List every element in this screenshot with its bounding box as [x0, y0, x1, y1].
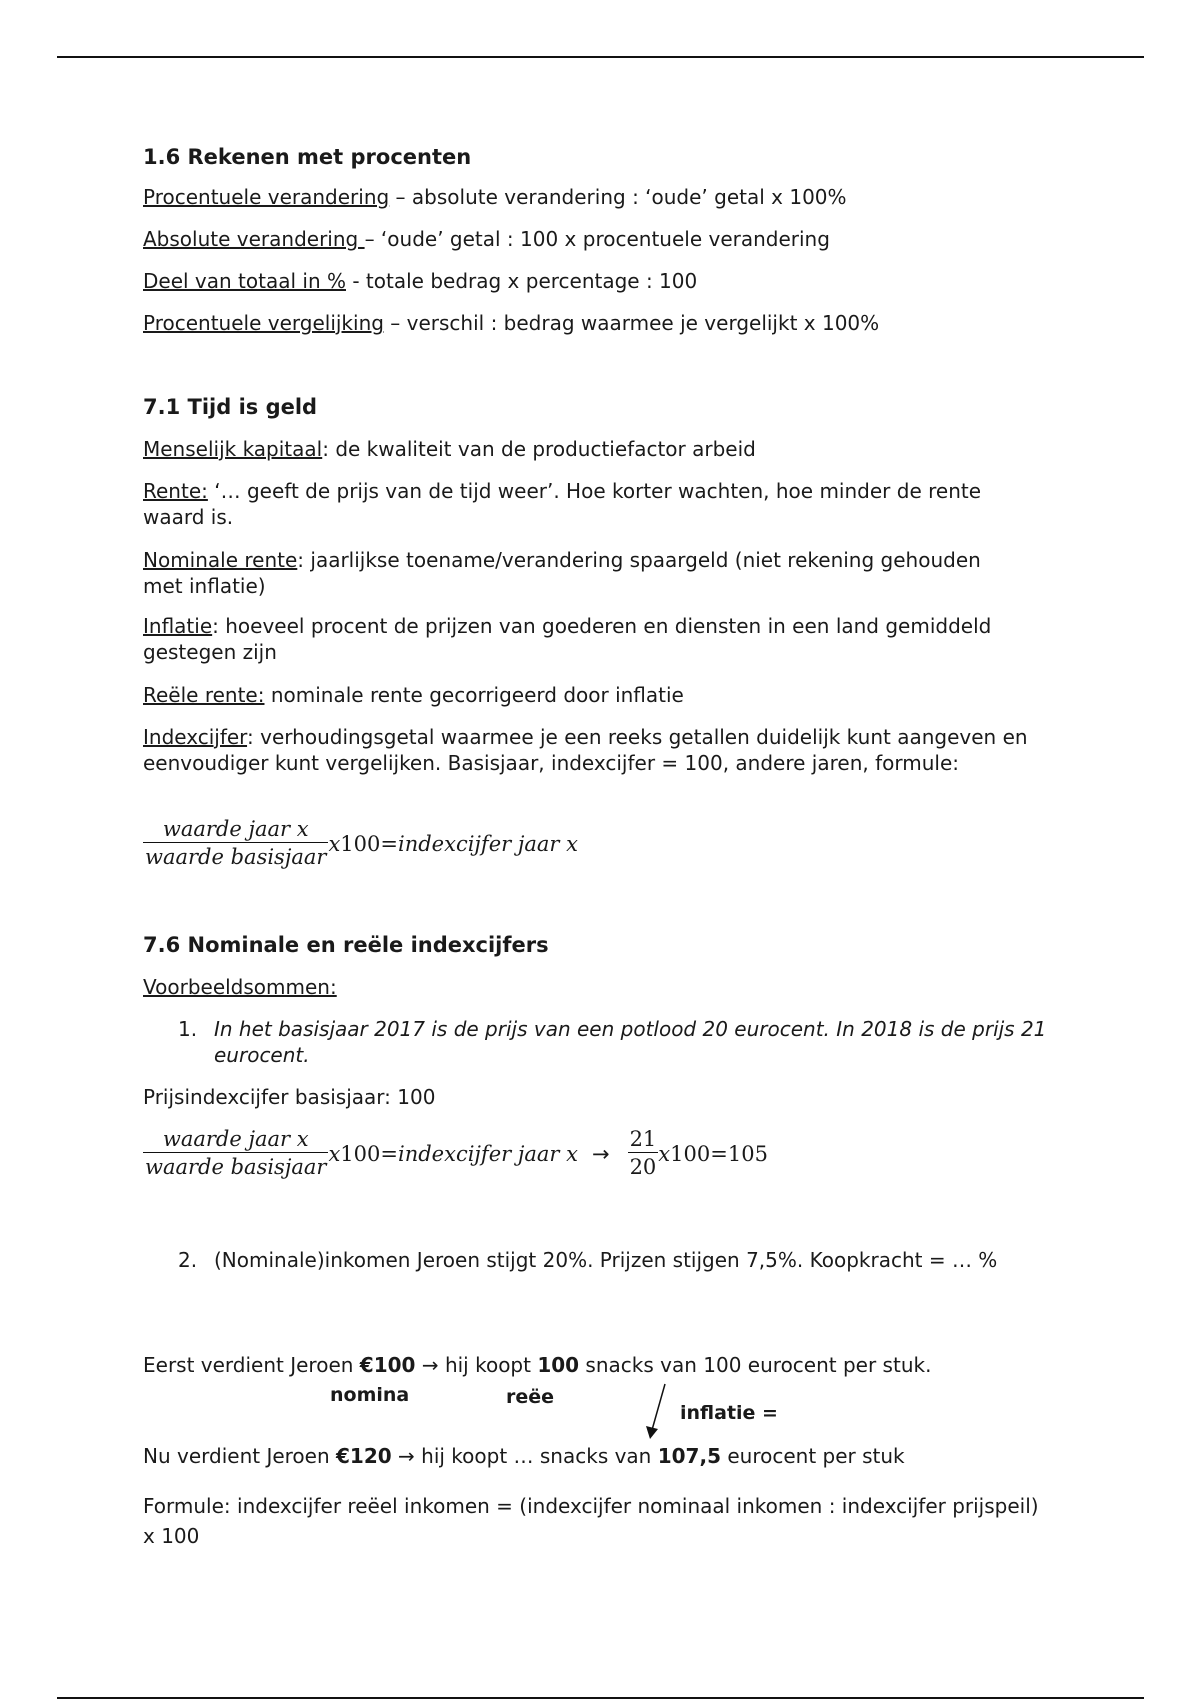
- prijsindexcijfer-basisjaar: Prijsindexcijfer basisjaar: 100: [143, 1085, 436, 1109]
- text-segment: → hij koopt … snacks van: [391, 1444, 658, 1468]
- definition-text: : jaarlijkse toename/verandering spaargeld (niet rekening gehouden met inflatie): [143, 548, 981, 598]
- fraction-numerator: waarde jaar x: [162, 1127, 309, 1151]
- amount-bold: €100: [359, 1353, 416, 1377]
- equals-sign: =: [380, 1141, 398, 1166]
- text-segment: Nu verdient Jeroen: [143, 1444, 336, 1468]
- fraction-denominator: waarde basisjaar: [143, 1152, 328, 1181]
- definition-procentuele-verandering: [143, 184, 847, 210]
- fraction: [143, 816, 328, 871]
- voorbeeldsommen-label: Voorbeeldsommen:: [143, 975, 337, 999]
- amount-bold: €120: [336, 1444, 392, 1468]
- fraction-21-20: [628, 1126, 659, 1181]
- fraction-denominator: 20: [628, 1152, 659, 1181]
- definition-menselijk-kapitaal: [143, 436, 756, 462]
- definition-text: – verschil : bedrag waarmee je vergelijkt x 100%: [383, 311, 880, 335]
- times-symbol: x: [658, 1141, 671, 1166]
- top-rule: [57, 56, 1144, 58]
- definition-rente: [143, 478, 1043, 530]
- definition-text: : hoeveel procent de prijzen van goederen en diensten in een land gemiddeld gestegen zijn: [143, 614, 992, 664]
- factor-100: 100: [670, 1141, 711, 1166]
- text-segment: → hij koopt: [415, 1353, 538, 1377]
- definition-text: : verhoudingsgetal waarmee je een reeks getallen duidelijk kunt aangeven en eenvoudiger kunt vergelijken. Basisjaar, indexcijfer = 100, andere jaren, formule:: [143, 725, 1028, 775]
- list-number: 2.: [178, 1248, 198, 1272]
- text-segment: eurocent per stuk: [720, 1444, 905, 1468]
- term: Rente:: [143, 479, 208, 503]
- indexcijfer-formula: [143, 816, 578, 871]
- fraction-denominator: waarde basisjaar: [143, 842, 328, 871]
- term: Reële rente:: [143, 683, 265, 707]
- term: Procentuele vergelijking: [143, 311, 384, 335]
- definition-deel-van-totaal: [143, 268, 697, 294]
- bottom-rule: [57, 1697, 1144, 1699]
- label-inflatie: inflatie =: [680, 1402, 778, 1424]
- definition-text: – absolute verandering : ‘oude’ getal x 100%: [389, 185, 847, 209]
- factor-100: 100: [340, 1141, 381, 1166]
- term: Menselijk kapitaal: [143, 437, 323, 461]
- fraction: [143, 1126, 328, 1181]
- list-item-text: In het basisjaar 2017 is de prijs van een potlood 20 eurocent. In 2018 is de prijs 21 eurocent.: [214, 1017, 1047, 1067]
- definition-text: ‘… geeft de prijs van de tijd weer’. Hoe korter wachten, hoe minder de rente waard is.: [143, 479, 982, 529]
- label-nomina: nomina: [330, 1384, 410, 1406]
- quantity-bold: 100: [537, 1353, 580, 1377]
- definition-reele-rente: [143, 682, 684, 708]
- down-arrow-icon: [643, 1382, 671, 1444]
- heading-1-6: 1.6 Rekenen met procenten: [143, 145, 472, 169]
- equals-sign: =: [710, 1141, 728, 1166]
- example-formula: [143, 1126, 768, 1181]
- definition-text: : de kwaliteit van de productiefactor arbeid: [322, 437, 756, 461]
- definition-indexcijfer: [143, 724, 1048, 776]
- term: Procentuele verandering: [143, 185, 390, 209]
- definition-text: nominale rente gecorrigeerd door inflatie: [264, 683, 684, 707]
- definition-absolute-verandering: [143, 226, 830, 252]
- example-line-eerst: [143, 1352, 931, 1378]
- definition-text: - totale bedrag x percentage : 100: [346, 269, 698, 293]
- label-reee: reëe: [506, 1386, 555, 1408]
- term: Absolute verandering: [143, 227, 365, 251]
- formula-result: indexcijfer jaar x: [397, 1141, 578, 1166]
- example-result: 105: [727, 1141, 768, 1166]
- term: Deel van totaal in %: [143, 269, 346, 293]
- example-line-nu: [143, 1443, 905, 1469]
- list-item-text: (Nominale)inkomen Jeroen stijgt 20%. Prijzen stijgen 7,5%. Koopkracht = … %: [214, 1248, 998, 1272]
- definition-nominale-rente: [143, 547, 1003, 599]
- list-number: 1.: [178, 1017, 198, 1041]
- heading-7-1: 7.1 Tijd is geld: [143, 395, 318, 419]
- definition-text: – ‘oude’ getal : 100 x procentuele verandering: [364, 227, 830, 251]
- formula-reeel-inkomen: Formule: indexcijfer reëel inkomen = (indexcijfer nominaal inkomen : indexcijfer prijspeil) x 100: [143, 1494, 1039, 1548]
- term: Nominale rente: [143, 548, 298, 572]
- term: Indexcijfer: [143, 725, 248, 749]
- fraction-numerator: waarde jaar x: [162, 817, 309, 841]
- arrow-right-icon: →: [591, 1141, 610, 1166]
- text-segment: snacks van 100 eurocent per stuk.: [579, 1353, 932, 1377]
- times-symbol: x: [328, 831, 341, 856]
- price-bold: 107,5: [657, 1444, 721, 1468]
- equals-sign: =: [380, 831, 398, 856]
- factor-100: 100: [340, 831, 381, 856]
- term: Inflatie: [143, 614, 213, 638]
- formula-result: indexcijfer jaar x: [397, 831, 578, 856]
- text-segment: Eerst verdient Jeroen: [143, 1353, 360, 1377]
- fraction-numerator: 21: [629, 1127, 657, 1151]
- definition-inflatie: [143, 613, 1003, 665]
- times-symbol: x: [328, 1141, 341, 1166]
- definition-procentuele-vergelijking: [143, 310, 879, 336]
- heading-7-6: 7.6 Nominale en reële indexcijfers: [143, 933, 549, 957]
